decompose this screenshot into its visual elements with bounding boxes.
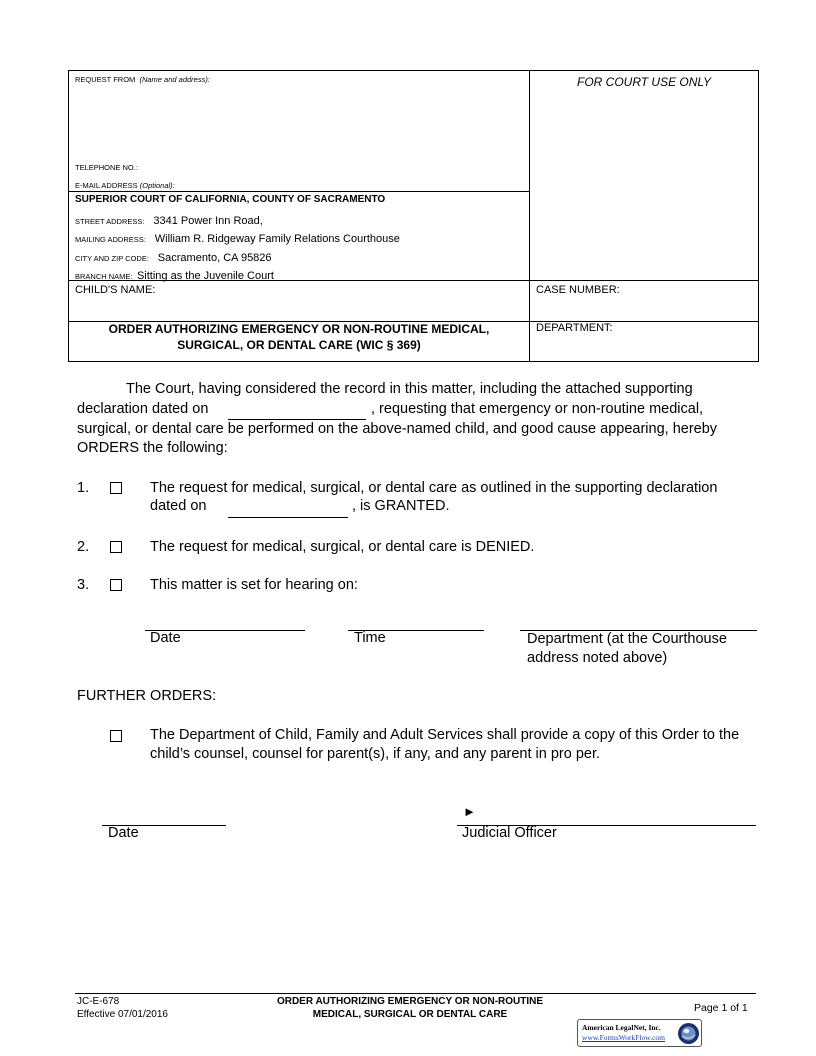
mailing-address-row: MAILING ADDRESS: William R. Ridgeway Family Relations Courthouse xyxy=(75,233,400,245)
hearing-department-label: Department (at the Courthouse address noted above) xyxy=(527,631,727,666)
street-address-row: STREET ADDRESS: 3341 Power Inn Road, xyxy=(75,215,263,227)
form-title: ORDER AUTHORIZING EMERGENCY OR NON-ROUTINE MEDICAL, SURGICAL, OR DENTAL CARE (WIC § 369) xyxy=(108,322,490,352)
department-label: DEPARTMENT: xyxy=(536,322,613,334)
further-order-checkbox[interactable] xyxy=(110,730,122,742)
case-number-label: CASE NUMBER: xyxy=(536,284,620,296)
item-1-number: 1. xyxy=(77,480,90,496)
hearing-date-label: Date xyxy=(150,630,181,646)
footer-title: ORDER AUTHORIZING EMERGENCY OR NON-ROUTINE MEDICAL, SURGICAL OR DENTAL CARE xyxy=(276,996,544,1020)
email-label: E-MAIL ADDRESS (Optional): xyxy=(75,181,175,190)
intro-line-2b: , requesting that emergency or non-routine medical, xyxy=(371,401,704,417)
item-1-line-1: The request for medical, surgical, or dental care as outlined in the supporting declaration xyxy=(150,480,718,496)
footer-page-number: Page 1 of 1 xyxy=(694,1002,748,1014)
further-orders-heading: FURTHER ORDERS: xyxy=(77,688,217,704)
telephone-label: TELEPHONE NO.: xyxy=(75,163,138,172)
item-2-checkbox[interactable] xyxy=(110,541,122,553)
city-zip-row: CITY AND ZIP CODE: Sacramento, CA 95826 xyxy=(75,252,272,264)
signature-date-label: Date xyxy=(108,825,139,841)
branch-name-row: BRANCH NAME: Sitting as the Juvenile Court xyxy=(75,270,274,282)
item-3-checkbox[interactable] xyxy=(110,579,122,591)
item-3-line-1: This matter is set for hearing on: xyxy=(150,577,358,593)
legalnet-link[interactable]: www.FormsWorkFlow.com xyxy=(582,1033,666,1042)
request-from-label: REQUEST FROM (Name and address): xyxy=(75,75,210,84)
intro-line-3: surgical, or dental care be performed on the above-named child, and good cause appearing, hereby xyxy=(77,421,718,437)
footer-form-id: JC-E-678 Effective 07/01/2016 xyxy=(77,996,168,1020)
further-order-line-2: child’s counsel, counsel for parent(s), if any, and any parent in pro per. xyxy=(150,746,601,762)
legalnet-badge[interactable] xyxy=(577,1019,702,1047)
item-2-number: 2. xyxy=(77,539,90,555)
hearing-time-label: Time xyxy=(354,630,386,646)
item-1-checkbox[interactable] xyxy=(110,482,122,494)
item-2-line-1: The request for medical, surgical, or dental care is DENIED. xyxy=(150,539,535,555)
arrow-icon: ► xyxy=(463,804,476,819)
court-use-only-label: FOR COURT USE ONLY xyxy=(576,75,712,89)
judicial-officer-label: Judicial Officer xyxy=(462,825,557,841)
legalnet-brand-name: American LegalNet, Inc. xyxy=(582,1023,661,1032)
court-name: SUPERIOR COURT OF CALIFORNIA, COUNTY OF SACRAMENTO xyxy=(75,194,386,205)
granted-date-blank[interactable] xyxy=(228,517,348,518)
declaration-date-blank[interactable] xyxy=(228,419,366,420)
item-1-line-2b: , is GRANTED. xyxy=(352,498,450,514)
item-1-line-2a: dated on xyxy=(150,498,207,514)
further-order-line-1: The Department of Child, Family and Adult Services shall provide a copy of this Order to the xyxy=(150,727,740,743)
item-3-number: 3. xyxy=(77,577,90,593)
childs-name-label: CHILD'S NAME: xyxy=(75,284,156,296)
intro-line-4: ORDERS the following: xyxy=(77,440,228,456)
intro-line-2a: declaration dated on xyxy=(77,401,209,417)
footer-rule xyxy=(75,993,756,994)
globe-icon xyxy=(677,1022,700,1045)
intro-line-1: The Court, having considered the record in this matter, including the attached supporting xyxy=(126,381,693,397)
